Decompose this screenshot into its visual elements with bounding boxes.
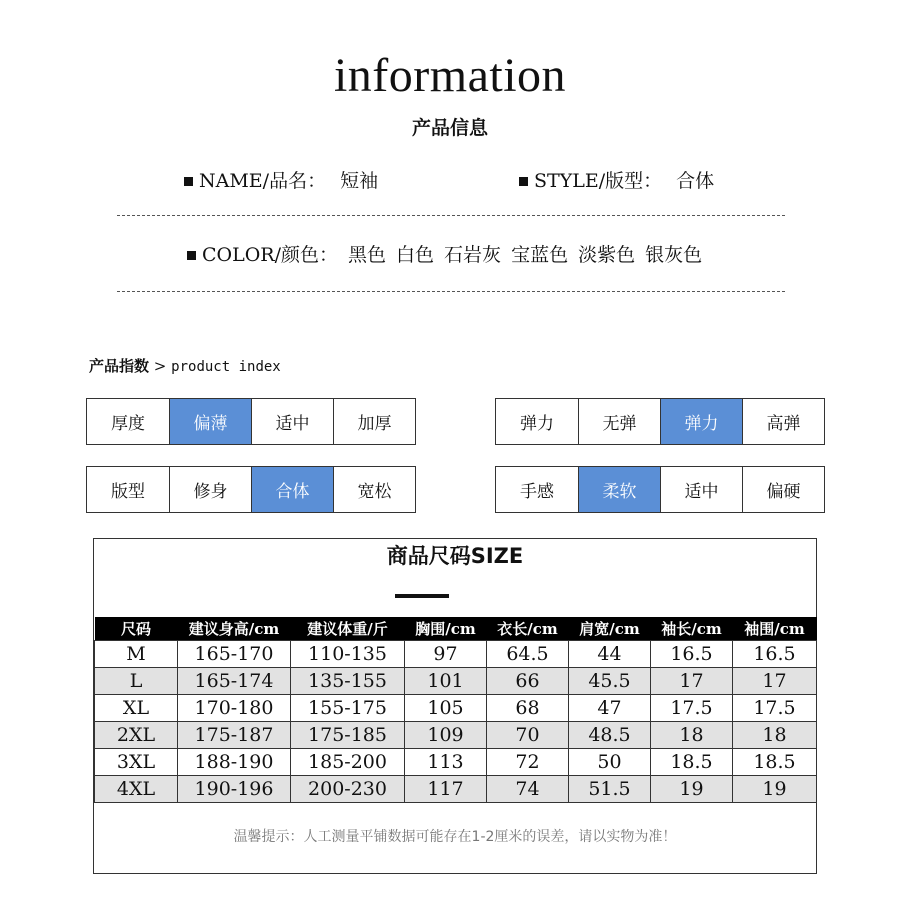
table-header-row: [95, 617, 817, 640]
name-value: 短袖: [340, 170, 379, 192]
column-header: 建议体重/斤: [291, 617, 405, 640]
table-cell: 64.5: [487, 640, 569, 667]
table-cell: 175-185: [291, 721, 405, 748]
table-cell: 70: [487, 721, 569, 748]
column-header: 肩宽/cm: [569, 617, 651, 640]
column-header: 尺码: [95, 617, 178, 640]
table-cell: 17.5: [733, 694, 817, 721]
table-cell: L: [95, 667, 178, 694]
column-header: 衣长/cm: [487, 617, 569, 640]
table-cell: 50: [569, 748, 651, 775]
title-underline: [395, 594, 449, 598]
table-cell: 3XL: [95, 748, 178, 775]
table-cell: 16.5: [733, 640, 817, 667]
size-chart: [93, 538, 817, 874]
table-cell: 48.5: [569, 721, 651, 748]
page-title: information: [333, 49, 567, 102]
feel-scale: [495, 466, 825, 513]
fit-option: 修身: [169, 467, 251, 512]
style-field: [519, 168, 714, 194]
thickness-scale: [86, 398, 416, 445]
table-cell: 72: [487, 748, 569, 775]
table-cell: 117: [405, 775, 487, 802]
table-cell: 66: [487, 667, 569, 694]
square-bullet-icon: [519, 177, 528, 186]
thickness-option: 适中: [251, 399, 333, 444]
color-option: 银灰色: [645, 244, 703, 266]
fit-option: 宽松: [333, 467, 415, 512]
dashed-divider: [117, 291, 785, 292]
table-cell: 47: [569, 694, 651, 721]
elasticity-option: 高弹: [742, 399, 824, 444]
elasticity-heading: 弹力: [520, 414, 554, 434]
elasticity-scale: [495, 398, 825, 445]
thickness-option-selected: 偏薄: [169, 399, 251, 444]
table-cell: 190-196: [178, 775, 291, 802]
table-cell: 188-190: [178, 748, 291, 775]
column-header: 胸围/cm: [405, 617, 487, 640]
table-cell: 17: [651, 667, 733, 694]
table-cell: 68: [487, 694, 569, 721]
table-cell: 18: [651, 721, 733, 748]
table-cell: 109: [405, 721, 487, 748]
fit-heading: 版型: [111, 482, 145, 502]
table-cell: 165-174: [178, 667, 291, 694]
dashed-divider: [117, 215, 785, 216]
table-row: [95, 694, 817, 721]
table-cell: 51.5: [569, 775, 651, 802]
table-row: [95, 721, 817, 748]
color-option: 石岩灰: [444, 244, 502, 266]
color-option: 淡紫色: [578, 244, 636, 266]
table-cell: 155-175: [291, 694, 405, 721]
style-label: STYLE/版型：: [534, 170, 663, 192]
elasticity-option-selected: 弹力: [660, 399, 742, 444]
table-row: [95, 640, 817, 667]
table-cell: 97: [405, 640, 487, 667]
color-option: 黑色: [348, 244, 387, 266]
table-cell: 45.5: [569, 667, 651, 694]
product-index-label: [89, 355, 281, 378]
table-cell: 165-170: [178, 640, 291, 667]
table-cell: 17: [733, 667, 817, 694]
table-cell: 175-187: [178, 721, 291, 748]
size-table: [94, 617, 817, 803]
product-index-label-en: product index: [171, 359, 281, 375]
table-cell: 19: [733, 775, 817, 802]
table-cell: 105: [405, 694, 487, 721]
fit-scale: [86, 466, 416, 513]
name-label: NAME/品名：: [199, 170, 327, 192]
feel-option: 偏硬: [742, 467, 824, 512]
size-chart-title: 商品尺码SIZE: [386, 544, 524, 568]
table-cell: 19: [651, 775, 733, 802]
table-cell: 2XL: [95, 721, 178, 748]
table-cell: 18: [733, 721, 817, 748]
fit-option-selected: 合体: [251, 467, 333, 512]
color-field: [187, 242, 702, 268]
table-cell: M: [95, 640, 178, 667]
color-label: COLOR/颜色：: [202, 244, 339, 266]
table-cell: 44: [569, 640, 651, 667]
table-cell: 185-200: [291, 748, 405, 775]
column-header: 袖围/cm: [733, 617, 817, 640]
thickness-option: 加厚: [333, 399, 415, 444]
table-cell: 17.5: [651, 694, 733, 721]
table-cell: 110-135: [291, 640, 405, 667]
style-value: 合体: [676, 170, 715, 192]
column-header: 建议身高/cm: [178, 617, 291, 640]
feel-option-selected: 柔软: [578, 467, 660, 512]
color-option: 宝蓝色: [511, 244, 569, 266]
table-cell: 200-230: [291, 775, 405, 802]
color-option: 白色: [396, 244, 435, 266]
table-cell: 4XL: [95, 775, 178, 802]
table-cell: 135-155: [291, 667, 405, 694]
page-subtitle: 产品信息: [411, 117, 488, 139]
square-bullet-icon: [184, 177, 193, 186]
table-cell: 16.5: [651, 640, 733, 667]
column-header: 袖长/cm: [651, 617, 733, 640]
table-cell: 101: [405, 667, 487, 694]
size-note: 温馨提示：人工测量平铺数据可能存在1-2厘米的误差，请以实物为准！: [233, 829, 677, 845]
table-cell: 170-180: [178, 694, 291, 721]
table-cell: 18.5: [733, 748, 817, 775]
table-row: [95, 775, 817, 802]
table-row: [95, 667, 817, 694]
thickness-heading: 厚度: [111, 414, 145, 434]
table-row: [95, 748, 817, 775]
chevron-right-icon: >: [153, 357, 167, 375]
name-field: [184, 168, 378, 194]
elasticity-option: 无弹: [578, 399, 660, 444]
feel-option: 适中: [660, 467, 742, 512]
product-index-label-cn: 产品指数: [89, 357, 150, 375]
table-cell: 18.5: [651, 748, 733, 775]
table-cell: XL: [95, 694, 178, 721]
square-bullet-icon: [187, 251, 196, 260]
feel-heading: 手感: [520, 482, 554, 502]
table-cell: 113: [405, 748, 487, 775]
table-cell: 74: [487, 775, 569, 802]
